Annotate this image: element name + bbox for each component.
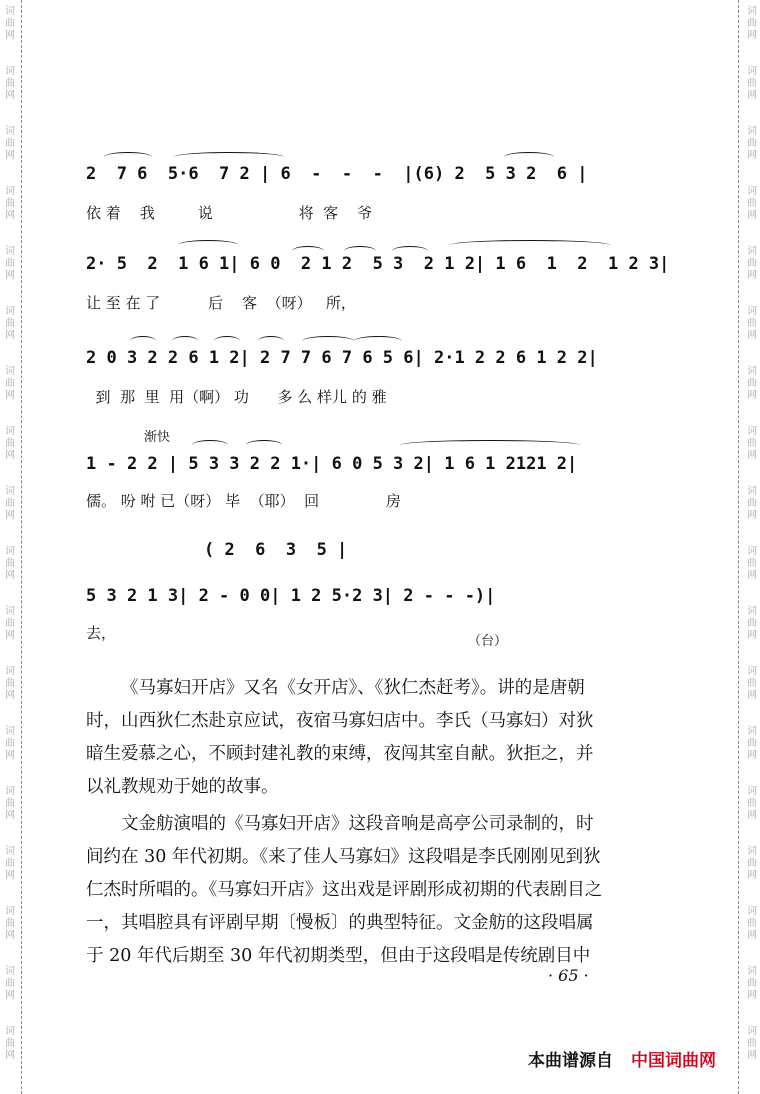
watermark-text: 词曲网 [5,6,15,41]
score-notes-row-5: 5 3 2 1 3| 2 - 0 0| 1 2 5·2 3| 2 - - -)| [86,586,496,606]
watermark-text: 词曲网 [5,726,15,761]
slur [258,336,284,346]
slur [400,440,580,450]
watermark-text: 词曲网 [747,186,757,221]
watermark-text: 词曲网 [747,426,757,461]
page-number: · 65 · [548,966,589,985]
watermark-text: 词曲网 [5,66,15,101]
watermark-text: 词曲网 [5,606,15,641]
score-lyrics-row-5: 去， [86,624,117,642]
slur [192,440,228,450]
score-notes-row-4: 1 - 2 2 | 5 3 3 2 2 1·| 6 0 5 3 2| 1 6 1 2121 2| [86,454,578,474]
watermark-text: 词曲网 [5,846,15,881]
slur [354,336,402,346]
watermark-text: 词曲网 [5,1026,15,1061]
slur [174,152,284,162]
source-label: 本曲谱源自 [528,1051,613,1071]
slur [172,336,198,346]
watermark-text: 词曲网 [747,66,757,101]
watermark-text: 词曲网 [5,966,15,1001]
watermark-text: 词曲网 [747,786,757,821]
watermark-text: 词曲网 [747,1026,757,1061]
watermark-text: 词曲网 [747,966,757,1001]
watermark-text: 词曲网 [5,126,15,161]
source-brand-link[interactable]: 中国词曲网 [631,1051,716,1071]
slur [302,336,354,346]
score-intro-notes: ( 2 6 3 5 | [204,540,348,560]
watermark-text: 词曲网 [747,486,757,521]
watermark-text: 词曲网 [5,186,15,221]
watermark-text: 词曲网 [5,486,15,521]
watermark-text: 词曲网 [747,546,757,581]
watermark-text: 词曲网 [747,246,757,281]
paragraph: 文金舫演唱的《马寡妇开店》这段音响是高亭公司录制的，时间约在 30 年代初期。《来了佳人马寡妇》这段唱是李氏刚刚见到狄仁杰时所唱的。《马寡妇开店》这出戏是评剧形成初期的代表剧目之一，其唱腔具有评剧早期〔慢板〕的典型特征。文金舫的这段唱属于 20 年代后期至 30 年代初期类型，但由于这段唱是传统剧目中 [86,814,603,966]
score-lyrics-row-4: 儒。 吩 咐 已（呀） 毕 （耶） 回 房 [86,492,401,510]
score-lyrics-row-3: 到 那 里 用（啊） 功 多 么 样儿 的 雅 [86,388,387,406]
score-lyrics-row-2: 让 至 在 了 后 客 （呀） 所， [86,294,356,312]
source-credit [528,1046,716,1071]
slur [214,336,240,346]
watermark-text: 词曲网 [747,366,757,401]
right-margin-watermark [738,0,760,1094]
watermark-text: 词曲网 [747,906,757,941]
watermark-text: 词曲网 [747,846,757,881]
tempo-marking: 渐快 [144,430,171,445]
watermark-text: 词曲网 [5,546,15,581]
watermark-text: 词曲网 [5,366,15,401]
score-notes-row-3: 2 0 3 2 2 6 1 2| 2 7 7 6 7 6 5 6| 2·1 2 2 6 1 2 2| [86,348,598,368]
slur [450,240,610,250]
slur [178,240,238,250]
watermark-text: 词曲网 [5,666,15,701]
watermark-text: 词曲网 [5,246,15,281]
score-notes-row-1: 2 7 6 5·6 7 2 | 6 - - - |(6) 2 5 3 2 6 | [86,164,588,184]
watermark-text: 词曲网 [747,6,757,41]
watermark-text: 词曲网 [5,906,15,941]
left-margin-watermark [0,0,22,1094]
watermark-text: 词曲网 [747,306,757,341]
slur [130,336,156,346]
watermark-text: 词曲网 [747,666,757,701]
watermark-text: 词曲网 [5,426,15,461]
commentary-text [86,672,606,973]
watermark-text: 词曲网 [5,306,15,341]
score-instrument-mark: （台） [468,634,508,649]
paragraph: 《马寡妇开店》又名《女开店》、《狄仁杰赶考》。讲的是唐朝时，山西狄仁杰赴京应试，夜宿马寡妇店中。李氏（马寡妇）对狄暗生爱慕之心，不顾封建礼教的束缚，夜闯其室自献。狄拒之，并以礼教规劝于她的故事。 [86,678,594,797]
score-lyrics-row-1: 依 着 我 说 将 客 爷 [86,204,373,222]
watermark-text: 词曲网 [5,786,15,821]
watermark-text: 词曲网 [747,606,757,641]
slur [504,152,554,162]
jianpu-score [86,150,670,660]
slur [104,152,152,162]
score-notes-row-2: 2· 5 2 1 6 1| 6 0 2 1 2 5 3 2 1 2| 1 6 1 2 1 2 3| [86,254,670,274]
watermark-text: 词曲网 [747,726,757,761]
slur [246,440,282,450]
watermark-text: 词曲网 [747,126,757,161]
